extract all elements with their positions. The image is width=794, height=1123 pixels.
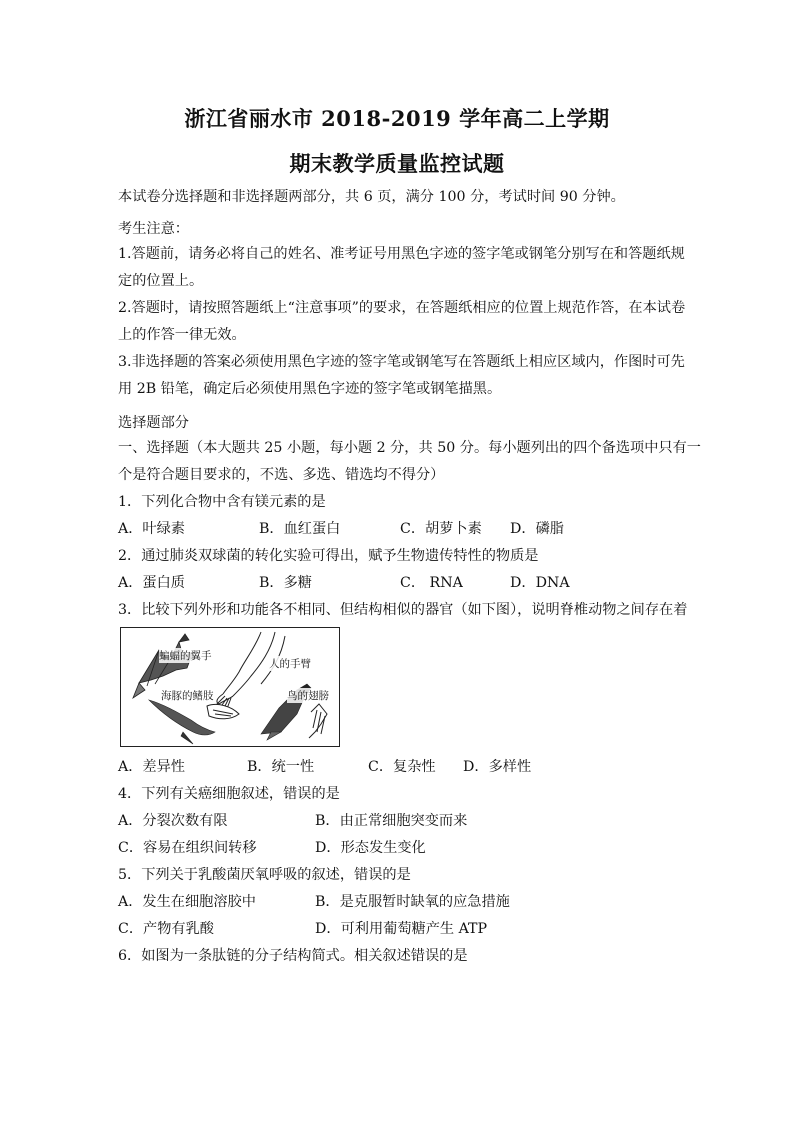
q2-option-d: D．DNA — [510, 575, 570, 591]
q4-option-a: A．分裂次数有限 — [118, 813, 228, 829]
q2-option-a: A．蛋白质 — [118, 575, 185, 591]
exam-title-line1: 浙江省丽水市 2018-2019 学年高二上学期 — [184, 106, 610, 131]
question-2-stem: 2．通过肺炎双球菌的转化实验可得出，赋予生物遗传特性的物质是 — [118, 548, 539, 564]
q4-option-c: C．容易在组织间转移 — [118, 840, 257, 856]
label-dolphin-flipper: 海豚的鳍肢 — [161, 690, 214, 702]
notice-item1-line2: 定的位置上。 — [118, 273, 204, 289]
section-heading: 选择题部分 — [118, 415, 189, 431]
q3-option-b: B．统一性 — [247, 759, 315, 775]
q1-option-b: B．血红蛋白 — [259, 521, 341, 537]
wing-bones-illustration — [309, 704, 327, 738]
flipper-bones-illustration — [207, 704, 239, 718]
intro-text: 本试卷分选择题和非选择题两部分，共 6 页，满分 100 分，考试时间 90 分钟。 — [118, 189, 625, 205]
section1-line1: 一、选择题（本大题共 25 小题，每小题 2 分，共 50 分。每小题列出的四个备选项中只有一 — [118, 440, 701, 456]
q1-option-c: C．胡萝卜素 — [400, 521, 482, 537]
notice-item2-line1: 2.答题时，请按照答题纸上“注意事项”的要求，在答题纸相应的位置上规范作答，在本试卷 — [118, 300, 686, 316]
q4-option-b: B．由正常细胞突变而来 — [315, 813, 468, 829]
notice-item1-line1: 1.答题前，请务必将自己的姓名、准考证号用黑色字迹的签字笔或钢笔分别写在和答题纸规 — [118, 246, 685, 262]
notice-item3-line1: 3.非选择题的答案必须使用黑色字迹的签字笔或钢笔写在答题纸上相应区域内，作图时可先 — [118, 354, 685, 370]
notice-item3-line2: 用 2B 铅笔，确定后必须使用黑色字迹的签字笔或钢笔描黑。 — [118, 381, 502, 397]
label-bird-wing: 鸟的翅膀 — [287, 690, 329, 702]
q4-option-d: D．形态发生变化 — [315, 840, 426, 856]
section1-line2: 个是符合题目要求的，不选、多选、错选均不得分） — [118, 467, 445, 483]
q5-option-b: B．是克服暂时缺氧的应急措施 — [315, 894, 510, 910]
question-6-stem: 6．如图为一条肽链的分子结构简式。相关叙述错误的是 — [118, 948, 468, 964]
q5-option-d: D．可利用葡萄糖产生 ATP — [315, 921, 488, 937]
q3-option-d: D．多样性 — [463, 759, 532, 775]
q5-option-c: C．产物有乳酸 — [118, 921, 214, 937]
exam-title-line2: 期末教学质量监控试题 — [289, 151, 505, 176]
question-5-stem: 5．下列关于乳酸菌厌氧呼吸的叙述，错误的是 — [118, 867, 411, 883]
q5-option-a: A．发生在细胞溶胶中 — [118, 894, 256, 910]
q2-option-c: C． RNA — [400, 575, 463, 591]
question-3-stem: 3．比较下列外形和功能各不相同、但结构相似的器官（如下图），说明脊椎动物之间存在着 — [118, 602, 688, 618]
q3-option-c: C．复杂性 — [368, 759, 436, 775]
q1-option-a: A．叶绿素 — [118, 521, 185, 537]
q1-option-d: D．磷脂 — [510, 521, 564, 537]
dolphin-illustration — [149, 700, 215, 744]
question-4-stem: 4．下列有关癌细胞叙述，错误的是 — [118, 786, 340, 802]
human-arm-illustration — [213, 632, 285, 714]
homologous-organs-drawing — [121, 628, 339, 746]
label-human-arm: 人的手臂 — [269, 658, 311, 670]
q2-option-b: B．多糖 — [259, 575, 312, 591]
notice-heading: 考生注意： — [118, 221, 189, 237]
q3-option-a: A．差异性 — [118, 759, 185, 775]
question-1-stem: 1．下列化合物中含有镁元素的是 — [118, 494, 326, 510]
label-bat-wing: 蝙蝠的翼手 — [159, 650, 212, 662]
homologous-organs-figure — [120, 627, 340, 747]
notice-item2-line2: 上的作答一律无效。 — [118, 327, 246, 343]
